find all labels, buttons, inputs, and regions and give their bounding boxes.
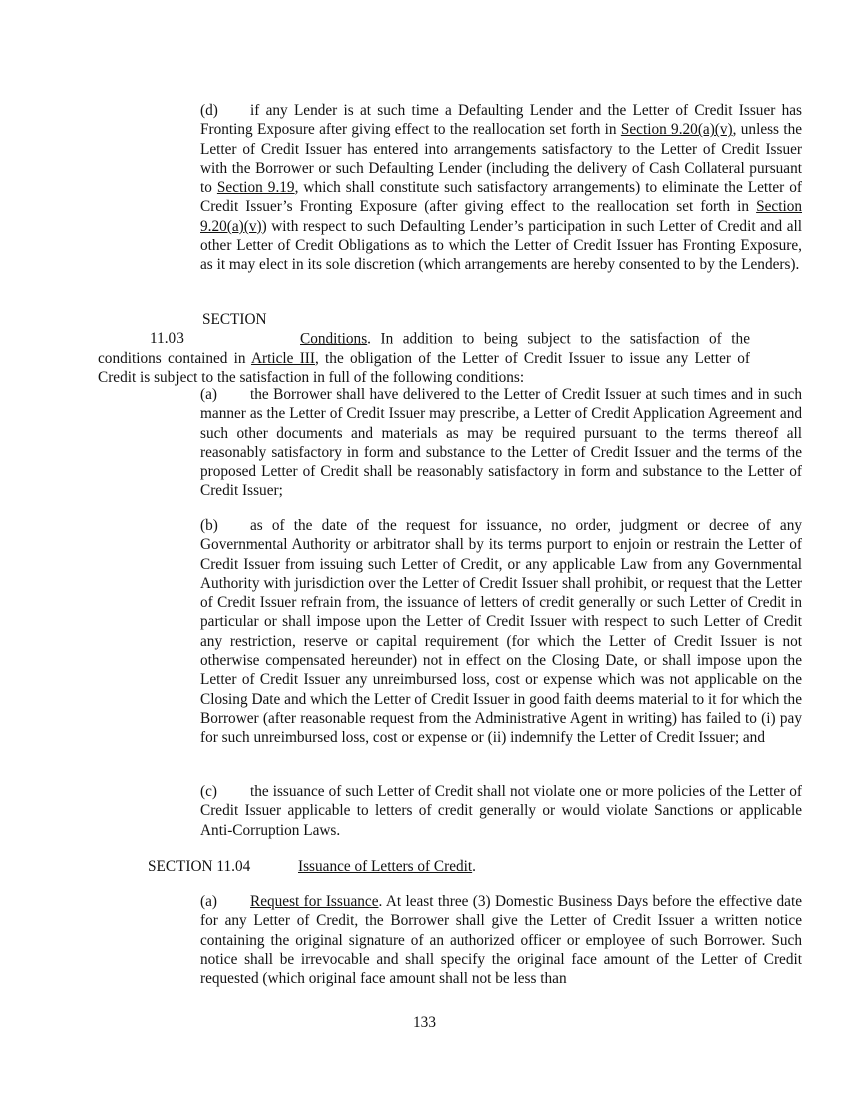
section-11-04: SECTION 11.04 Issuance of Letters of Credit. — [148, 858, 476, 875]
paragraph-label: (b) — [200, 517, 218, 534]
paragraph-label: (c) — [200, 783, 217, 800]
paragraph-a: (a) the Borrower shall have delivered to the Letter of Credit Issuer at such times and in such manner as the Letter of Credit Issuer may prescribe, a Letter of Credit Application Agreement and such other documents and materials as may be required pursuant to the terms thereof all reasonably satisfactory in form and substance to the Letter of Credit Issuer and the terms of the proposed Letter of Credit shall be reasonably satisfactory in form and substance to the Letter of Credit Issuer; — [200, 386, 802, 500]
paragraph-11-04-a: (a) Request for Issuance. At least three (3) Domestic Business Days before the effective date for any Letter of Credit, the Borrower shall give the Letter of Credit Issuer a written notice containing the original signature of an authorized officer or employee of such Borrower. Such notice shall be irrevocable and shall specify the original face amount of the Letter of Credit requested (which original face amount shall not be less than — [200, 893, 802, 988]
section-heading: Conditions — [300, 330, 368, 348]
paragraph-d: (d) if any Lender is at such time a Defaulting Lender and the Letter of Credit Issuer has Fronting Exposure after giving effect to the reallocation set forth in Section 9.20(a)(v), unless the Letter of Credit Issuer has entered into arrangements satisfactory to the Letter of Credit Issuer with the Borrower or such Defaulting Lender (including the delivery of Cash Collateral pursuant to Section 9.19, which shall constitute such satisfactory arrangements) to eliminate the Letter of Credit Issuer’s Fronting Exposure (after giving effect to the reallocation set forth in Section 9.20(a)(v)) with respect to such Defaulting Lender’s participation in such Letter of Credit and all other Letter of Credit Obligations as to which the Letter of Credit Issuer has Fronting Exposure, as it may elect in its sole discretion (which arrangements are hereby consented to by the Lenders). — [200, 102, 803, 274]
section-number: SECTION 11.03 — [150, 311, 267, 348]
paragraph-heading: Request for Issuance — [250, 893, 379, 910]
section-11-03: SECTION 11.03 Conditions. In addition to being subject to the satisfaction of the conditions contained in Article III, the obligation of the Letter of Credit Issuer to issue any Letter of Credit is subject to the satisfaction in full of the following conditions: — [98, 311, 750, 386]
article-reference-link[interactable]: Article III — [250, 349, 315, 367]
paragraph-label: (a) — [200, 386, 217, 403]
section-reference-link[interactable]: Section 9.20(a)(v) — [620, 121, 733, 139]
section-reference-link[interactable]: Section 9.19 — [216, 179, 295, 197]
page-number: 133 — [413, 1014, 436, 1031]
section-number: SECTION 11.04 — [148, 858, 251, 875]
paragraph-c: (c) the issuance of such Letter of Credit shall not violate one or more policies of the Letter of Credit Issuer applicable to letters of credit generally or would violate Sanctions or applicable Anti-Corruption Laws. — [200, 783, 802, 839]
paragraph-label: (a) — [200, 893, 217, 910]
paragraph-label: (d) — [200, 102, 218, 119]
section-reference-link[interactable]: Section 9.20(a)(v) — [200, 198, 802, 235]
paragraph-b: (b) as of the date of the request for issuance, no order, judgment or decree of any Governmental Authority or arbitrator shall by its terms purport to enjoin or restrain the Letter of Credit Issuer from issuing such Letter of Credit, or any applicable Law from any Governmental Authority with jurisdiction over the Letter of Credit Issuer shall prohibit, or request that the Letter of Credit Issuer refrain from, the issuance of letters of credit generally or such Letter of Credit in particular or shall impose upon the Letter of Credit Issuer with respect to such Letter of Credit any restriction, reserve or capital requirement (for which the Letter of Credit Issuer is not otherwise compensated hereunder) not in effect on the Closing Date, or shall impose upon the Letter of Credit Issuer any unreimbursed loss, cost or expense which was not applicable on the Closing Date and which the Letter of Credit Issuer in good faith deems material to it for which the Borrower (after reasonable request from the Administrative Agent in writing) has failed to (i) pay for such unreimbursed loss, cost or expense or (ii) indemnify the Letter of Credit Issuer; and — [200, 517, 802, 747]
section-heading: Issuance of Letters of Credit — [298, 858, 473, 875]
